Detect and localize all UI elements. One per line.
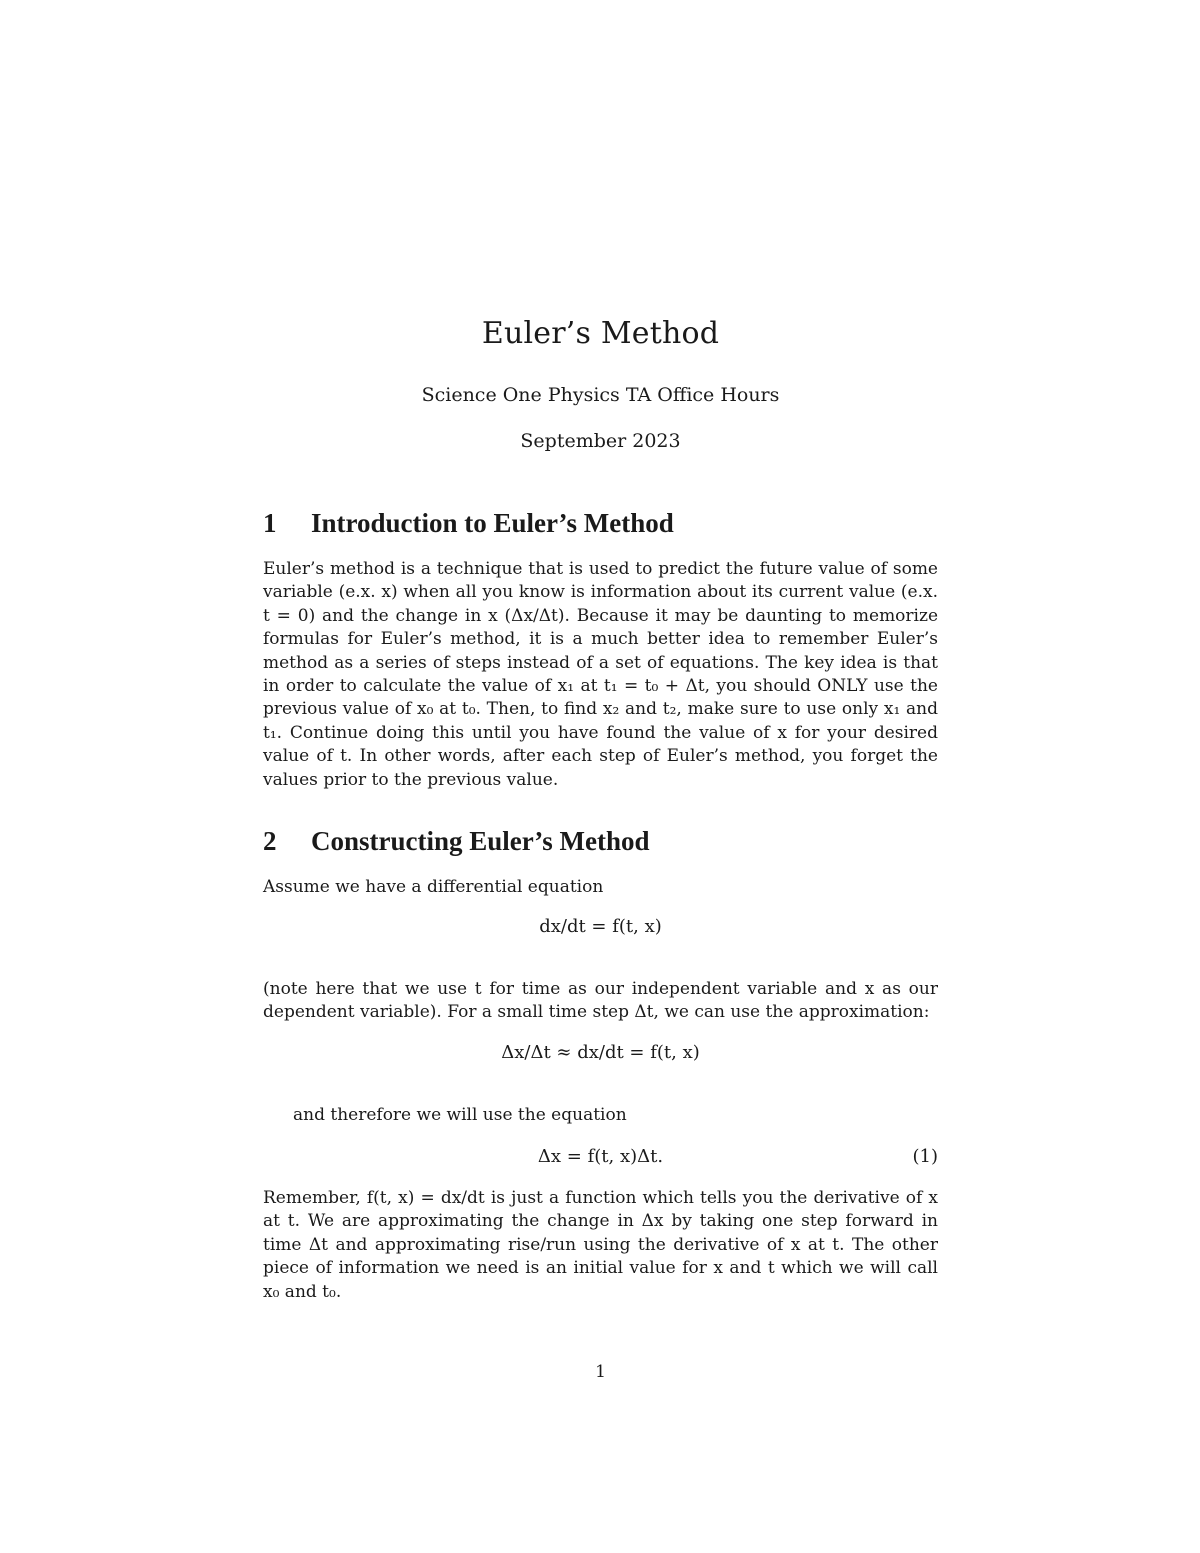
section-title: Introduction to Euler’s Method: [311, 508, 674, 538]
euler-step-equation: [263, 1146, 938, 1167]
document-date: September 2023: [520, 430, 681, 452]
equation-number: (1): [912, 1146, 938, 1167]
remember-paragraph: Remember, f(t, x) = dx/dt is just a function which tells you the derivative of x at t. We are approximating the change in Δx by taking one step forward in time Δt and approximating rise/run using the derivative of x at t. The other piece of information we need is an initial value for x and t which we will call x₀ and t₀.: [263, 1188, 938, 1302]
section-title: Constructing Euler’s Method: [311, 826, 650, 856]
therefore-paragraph: and therefore we will use the equation: [293, 1105, 627, 1125]
section-heading-1: [263, 508, 674, 539]
intro-paragraph: Euler’s method is a technique that is used to predict the future value of some variable (e.x. x) when all you know is information about its current value (e.x. t = 0) and the change in x (Δx/Δt). Because it may be daunting to memorize formulas for Euler’s method, it is a much better idea to remember Euler’s method as a series of steps instead of a set of equations. The key idea is that in order to calculate the value of x₁ at t₁ = t₀ + Δt, you should ONLY use the previous value of x₀ at t₀. Then, to find x₂ and t₂, make sure to use only x₁ and t₁. Continue doing this until you have found the value of x for your desired value of t. In other words, after each step of Euler’s method, you forget the values prior to the previous value.: [263, 559, 938, 790]
euler-step-formula: Δx = f(t, x)Δt.: [537, 1146, 664, 1167]
section-number: 1: [263, 508, 277, 538]
page-number: 1: [595, 1362, 606, 1382]
section-number: 2: [263, 826, 277, 856]
document-subtitle: Science One Physics TA Office Hours: [421, 384, 780, 406]
document-page: [263, 0, 938, 1553]
approximation-equation: Δx/Δt ≈ dx/dt = f(t, x): [501, 1042, 700, 1063]
assume-paragraph: Assume we have a differential equation: [263, 877, 604, 897]
section-heading-2: [263, 826, 649, 857]
document-title: Euler’s Method: [481, 316, 720, 351]
note-paragraph: (note here that we use t for time as our independent variable and x as our dependent variable). For a small time step Δt, we can use the approximation:: [263, 979, 938, 1023]
ode-equation: dx/dt = f(t, x): [539, 916, 662, 937]
